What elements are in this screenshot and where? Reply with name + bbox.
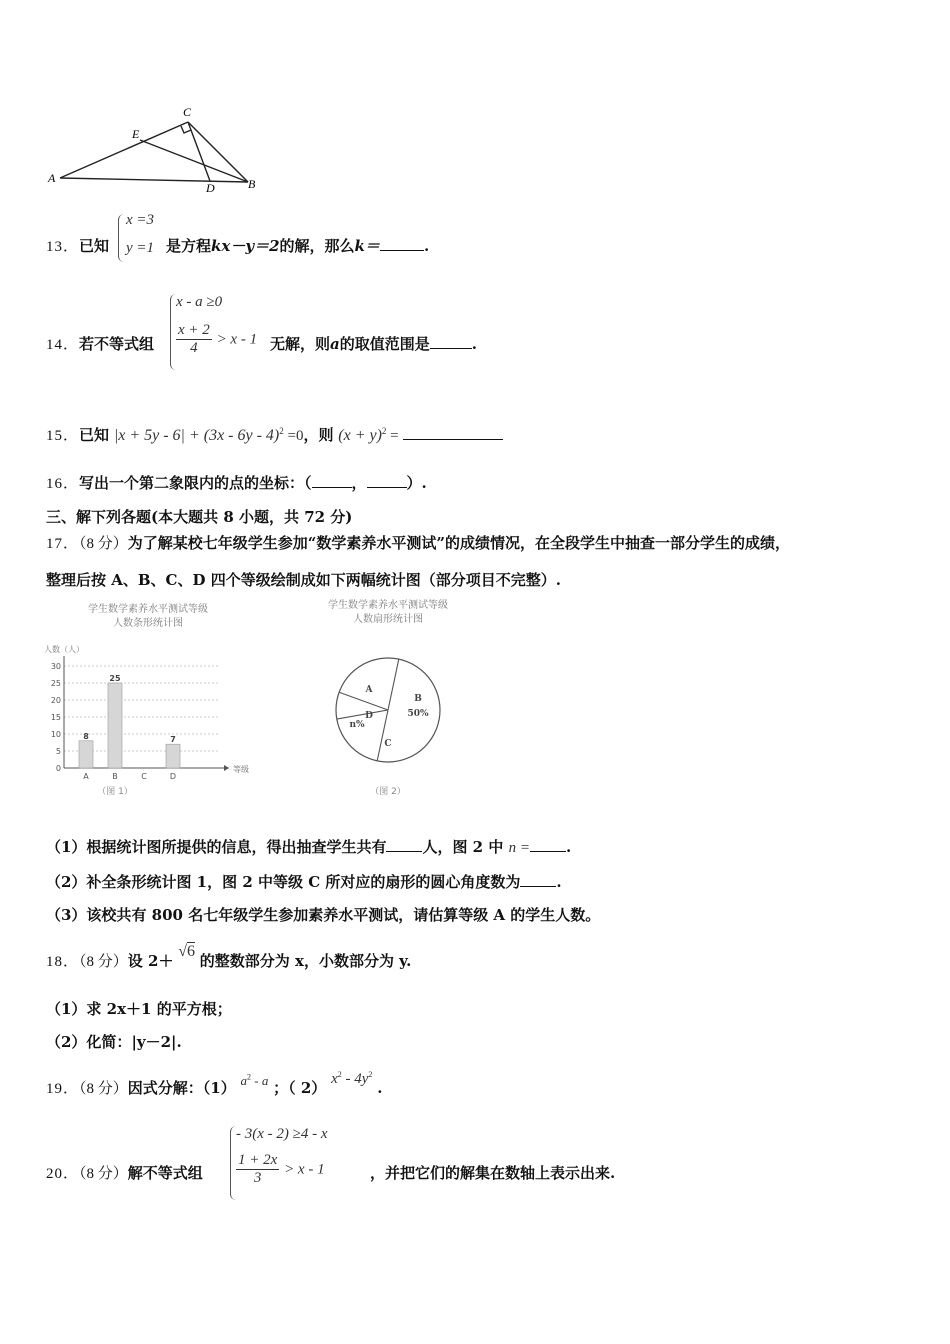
bar-chart-x-arrow [224,765,229,771]
bar-chart-ytick: 20 [50,696,61,705]
bar-chart [40,598,260,803]
q17-blank-n[interactable] [530,837,566,852]
q17-blank-total[interactable] [386,837,422,852]
q13-brace [118,214,125,262]
q13-equation: kx－y＝2 [211,237,280,255]
label-C: C [183,105,192,119]
q14-line2 [176,322,257,357]
q15-blank[interactable] [403,425,503,440]
q19-e2: x [331,1071,338,1087]
q17-sub2 [46,871,562,892]
q13-post: 的解，那么 [279,237,355,255]
pie-label-C: C [384,739,392,749]
q19-e1b: - a [251,1073,269,1088]
pie-divider-BC [377,710,388,761]
q19-pre: 因式分解：（1） [127,1079,236,1097]
q17-blank-angle[interactable] [520,872,556,887]
question-17 [46,532,790,553]
q20-frac-top: 1 + 2x [238,1152,278,1168]
q17-sub3: （3）该校共有 800 名七年级学生参加素养水平测试，请估算等级 A 的学生人数。 [46,906,601,924]
q15-expr: |x + 5y - 6| + (3x - 6y - 4) [113,427,280,444]
bar-label-A: 8 [83,731,89,741]
bar-A [79,741,93,768]
q18-sub2: （2）化简：|y－2|. [46,1033,182,1051]
q19-e2-exp: 2 [337,1070,342,1079]
pie-divider-AB [388,659,399,710]
q20-frac-bot: 3 [253,1170,262,1186]
pie-label-A: A [365,685,373,695]
q19-e2-exp2: 2 [368,1070,373,1079]
q17-sub1-text: （1）根据统计图所提供的信息，得出抽查学生共有 [46,838,387,856]
question-16 [46,472,427,493]
label-A: A [48,171,56,185]
q18-sub1: （1）求 2x＋1 的平方根； [46,1000,232,1018]
pie-value-D: n% [349,720,365,730]
q18-sqrt: √6 [178,943,196,960]
q16-text: 写出一个第二象限内的点的坐标：（ [79,474,312,492]
pie-divider-DA [339,692,388,710]
bar-chart-title: 学生数学素养水平测试等级 [88,604,208,615]
bar-chart-ytick: 10 [50,730,61,739]
q17-number: 17． [46,536,80,552]
bar-chart-title: 人数条形统计图 [113,618,183,629]
q14-rhs: > x - 1 [216,331,258,348]
q15-expr2: (x + y) [338,427,382,444]
q17-text1: 为了解某校七年级学生参加“数学素养水平测试”的成绩情况，在全段学生中抽查一部分学生的成绩， [127,534,791,552]
q15-pre: 已知 [79,426,110,444]
q13-text1: 是方程 [166,237,212,255]
q17-sub2-text: （2）补全条形统计图 1，图 2 中等级 C 所对应的扇形的圆心角度数为 [46,873,521,891]
label-B: B [248,177,256,191]
q13-end: . [423,237,430,255]
q17-sub2-end: . [556,873,562,891]
q15-eq: = [386,428,399,444]
pie-label-B: B [414,694,422,704]
q19-e1-exp: 2 [247,1072,252,1082]
question-14 [46,333,154,354]
q20-rhs: > x - 1 [284,1161,325,1178]
question-20 [46,1162,203,1183]
q18-number: 18． [46,954,80,970]
pie-chart-caption: （图 2） [370,787,406,797]
q13-text [166,235,429,256]
q16-blank-x[interactable] [312,473,352,488]
q20-points: （8 分） [79,1166,128,1182]
pie-divider-CD [337,710,388,719]
q18-sqrt-value: 6 [187,943,196,960]
triangle-figure [40,100,270,195]
q20-line1: - 3(x - 2) ≥4 - x [236,1126,328,1142]
q18-post: 的整数部分为 x，小数部分为 y. [199,952,412,970]
q20-pre: 解不等式组 [127,1164,203,1182]
q16-number: 16． [46,476,80,492]
pie-chart-title: 人数扇形统计图 [353,614,423,625]
bar-label-D: 7 [170,735,176,745]
q14-post2: 的取值范围是 [339,335,430,353]
q14-post: 无解，则 [270,335,331,353]
q14-var: a [330,335,340,353]
bar-D [166,744,180,768]
q13-eq2: y =1 [126,240,155,256]
q18-points: （8 分） [79,954,128,970]
q17-sub1 [46,836,571,857]
q13-k: k＝ [354,237,380,255]
question-19 [46,1070,383,1098]
q15-mid: ，则 [303,426,334,444]
bar-label-B: 25 [109,674,121,683]
q14-fraction [176,322,212,357]
label-D: D [206,181,215,195]
q20-post: ，并把它们的解集在数轴上表示出来. [370,1164,616,1182]
pie-chart-title: 学生数学素养水平测试等级 [328,600,448,611]
pie-value-B: 50% [407,709,429,719]
bar-chart-ylabel: 人数（人） [44,645,84,654]
q19-e2b: - 4y [341,1071,369,1087]
section-3-title: 三、解下列各题(本大题共 8 小题，共 72 分) [46,508,353,526]
bar-chart-ytick: 0 [55,764,61,773]
bar-chart-xlabel: 等级 [233,765,249,774]
q17-n: n = [508,840,530,856]
q14-frac-top: x + 2 [178,322,210,338]
q20-fraction [236,1152,279,1187]
bar-category-B: B [112,772,118,781]
label-E: E [132,127,140,141]
q15-eq0: =0 [283,428,304,444]
q19-e1: a [240,1073,248,1088]
q20-line2 [236,1152,325,1187]
q17-sub1b: 人，图 2 中 [422,838,504,856]
q14-text [270,333,477,354]
pie-chart [305,598,485,803]
q18-pre: 设 2＋ [127,952,174,970]
q16-blank-y[interactable] [367,473,407,488]
q20-number: 20． [46,1166,80,1182]
bar-chart-ytick: 5 [55,747,61,756]
bar-B [108,683,122,768]
q13-eq1: x =3 [126,212,155,228]
question-15 [46,424,503,445]
q13-blank[interactable] [380,236,424,251]
question-13 [46,235,109,256]
bar-category-A: A [83,772,89,781]
q16-comma: ， [351,474,367,492]
q19-end: . [377,1079,383,1097]
q17-sub1-end: . [565,838,572,856]
question-18 [46,943,412,971]
q19-points: （8 分） [79,1081,128,1097]
q17-text2: 整理后按 A、B、C、D 四个等级绘制成如下两幅统计图（部分项目不完整）. [46,571,561,589]
q19-sep: ；（ 2） [273,1079,327,1097]
q15-number: 15． [46,428,80,444]
q14-frac-bot: 4 [190,340,198,356]
q16-end: ）. [406,474,427,492]
q15-exp: 2 [279,426,284,436]
q15-exp2: 2 [381,426,387,436]
q13-pre: 已知 [79,237,110,255]
q14-line1: x - a ≥0 [176,294,223,310]
q14-number: 14． [46,337,80,353]
bar-category-D: D [169,772,177,781]
bar-chart-ytick: 15 [50,713,61,722]
bar-chart-ytick: 30 [50,662,61,671]
q14-pre: 若不等式组 [79,335,155,353]
bar-chart-caption: （图 1） [97,787,133,797]
q17-points: （8 分） [79,536,128,552]
q14-blank[interactable] [430,334,472,349]
q13-number: 13． [46,239,80,255]
bar-category-C: C [141,772,147,781]
q14-end: . [471,335,477,353]
q19-number: 19． [46,1081,80,1097]
bar-chart-ytick: 25 [50,679,61,688]
pie-label-D: D [365,711,373,721]
